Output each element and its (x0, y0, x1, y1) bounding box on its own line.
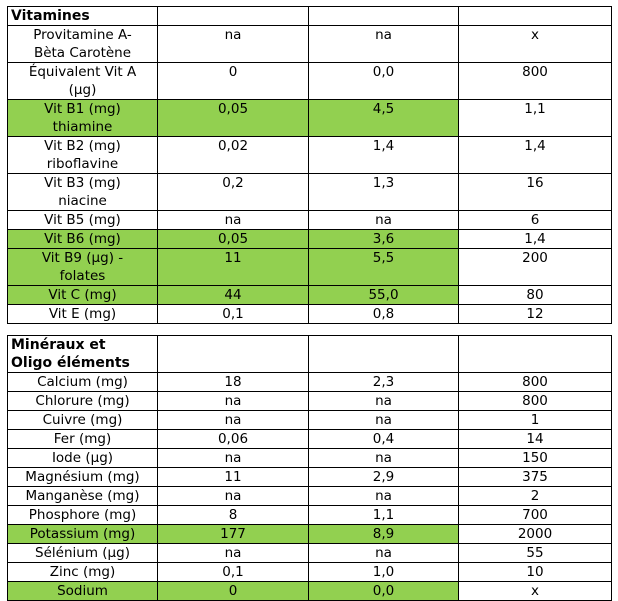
value-cell: 0,06 (158, 430, 309, 449)
vitamins-body (8, 7, 612, 324)
table-row (8, 26, 612, 63)
minerals-header-row (8, 336, 612, 373)
row-label: Iode (µg) (8, 449, 158, 468)
value-cell: na (309, 449, 459, 468)
vitamins-header: Vitamines (8, 7, 158, 26)
row-label: Zinc (mg) (8, 563, 158, 582)
value-cell: na (309, 544, 459, 563)
row-label: Sodium (8, 582, 158, 601)
row-label: Manganèse (mg) (8, 487, 158, 506)
value-cell: 800 (459, 392, 612, 411)
value-cell: 1,4 (309, 137, 459, 174)
value-cell: 0,4 (309, 430, 459, 449)
row-label: Potassium (mg) (8, 525, 158, 544)
row-label: Fer (mg) (8, 430, 158, 449)
table-row (8, 230, 612, 249)
row-label: Provitamine A- Bèta Carotène (8, 26, 158, 63)
value-cell: 1,1 (459, 100, 612, 137)
row-label: Vit E (mg) (8, 305, 158, 324)
table-row (8, 487, 612, 506)
value-cell: 2,3 (309, 373, 459, 392)
value-cell: na (309, 26, 459, 63)
value-cell: 0,1 (158, 563, 309, 582)
value-cell: 16 (459, 174, 612, 211)
row-label: Phosphore (mg) (8, 506, 158, 525)
table-row (8, 174, 612, 211)
value-cell: 200 (459, 249, 612, 286)
table-row (8, 430, 612, 449)
row-label: Cuivre (mg) (8, 411, 158, 430)
value-cell: 0,0 (309, 63, 459, 100)
table-row (8, 63, 612, 100)
table-row (8, 100, 612, 137)
vitamins-table (7, 6, 612, 324)
table-row (8, 525, 612, 544)
value-cell: x (459, 582, 612, 601)
minerals-body (8, 336, 612, 601)
value-cell: 0 (158, 582, 309, 601)
value-cell: na (158, 211, 309, 230)
value-cell: 150 (459, 449, 612, 468)
value-cell: 2,9 (309, 468, 459, 487)
value-cell: 0,05 (158, 230, 309, 249)
table-row (8, 544, 612, 563)
value-cell: na (309, 211, 459, 230)
value-cell: 2000 (459, 525, 612, 544)
minerals-header: Minéraux et Oligo éléments (8, 336, 158, 373)
value-cell: 18 (158, 373, 309, 392)
value-cell: na (158, 544, 309, 563)
minerals-table (7, 335, 612, 601)
value-cell: na (309, 487, 459, 506)
row-label: Vit B2 (mg) riboflavine (8, 137, 158, 174)
row-label: Vit B3 (mg) niacine (8, 174, 158, 211)
row-label: Équivalent Vit A (µg) (8, 63, 158, 100)
value-cell: 1,1 (309, 506, 459, 525)
table-row (8, 286, 612, 305)
value-cell: 12 (459, 305, 612, 324)
value-cell: 80 (459, 286, 612, 305)
value-cell: 55 (459, 544, 612, 563)
table-row (8, 137, 612, 174)
value-cell: 55,0 (309, 286, 459, 305)
value-cell: 700 (459, 506, 612, 525)
value-cell: 1 (459, 411, 612, 430)
value-cell: 11 (158, 249, 309, 286)
table-row (8, 563, 612, 582)
value-cell: 14 (459, 430, 612, 449)
value-cell: 2 (459, 487, 612, 506)
value-cell: 1,4 (459, 137, 612, 174)
value-cell: na (309, 411, 459, 430)
vitamins-header-row (8, 7, 612, 26)
value-cell: 6 (459, 211, 612, 230)
row-label: Sélénium (µg) (8, 544, 158, 563)
value-cell: 0,02 (158, 137, 309, 174)
value-cell: na (158, 392, 309, 411)
value-cell: 11 (158, 468, 309, 487)
table-row (8, 305, 612, 324)
table-row (8, 449, 612, 468)
value-cell: 177 (158, 525, 309, 544)
table-row (8, 211, 612, 230)
table-row (8, 373, 612, 392)
row-label: Vit C (mg) (8, 286, 158, 305)
table-row (8, 411, 612, 430)
value-cell: 5,5 (309, 249, 459, 286)
row-label: Vit B1 (mg) thiamine (8, 100, 158, 137)
value-cell: 0,05 (158, 100, 309, 137)
value-cell: 10 (459, 563, 612, 582)
value-cell: 375 (459, 468, 612, 487)
value-cell: na (158, 26, 309, 63)
value-cell: 4,5 (309, 100, 459, 137)
row-label: Vit B6 (mg) (8, 230, 158, 249)
value-cell: 0,8 (309, 305, 459, 324)
value-cell: 1,3 (309, 174, 459, 211)
table-row (8, 506, 612, 525)
value-cell: 8,9 (309, 525, 459, 544)
value-cell: na (309, 392, 459, 411)
value-cell: 1,0 (309, 563, 459, 582)
value-cell: 800 (459, 373, 612, 392)
value-cell: 0,1 (158, 305, 309, 324)
value-cell: 0,2 (158, 174, 309, 211)
table-row (8, 392, 612, 411)
value-cell: na (158, 449, 309, 468)
value-cell: 8 (158, 506, 309, 525)
table-row (8, 249, 612, 286)
row-label: Magnésium (mg) (8, 468, 158, 487)
value-cell: 0,0 (309, 582, 459, 601)
table-row (8, 468, 612, 487)
value-cell: x (459, 26, 612, 63)
value-cell: 3,6 (309, 230, 459, 249)
value-cell: 1,4 (459, 230, 612, 249)
value-cell: 800 (459, 63, 612, 100)
value-cell: na (158, 411, 309, 430)
value-cell: na (158, 487, 309, 506)
value-cell: 44 (158, 286, 309, 305)
row-label: Chlorure (mg) (8, 392, 158, 411)
row-label: Vit B5 (mg) (8, 211, 158, 230)
row-label: Calcium (mg) (8, 373, 158, 392)
row-label: Vit B9 (µg) - folates (8, 249, 158, 286)
value-cell: 0 (158, 63, 309, 100)
